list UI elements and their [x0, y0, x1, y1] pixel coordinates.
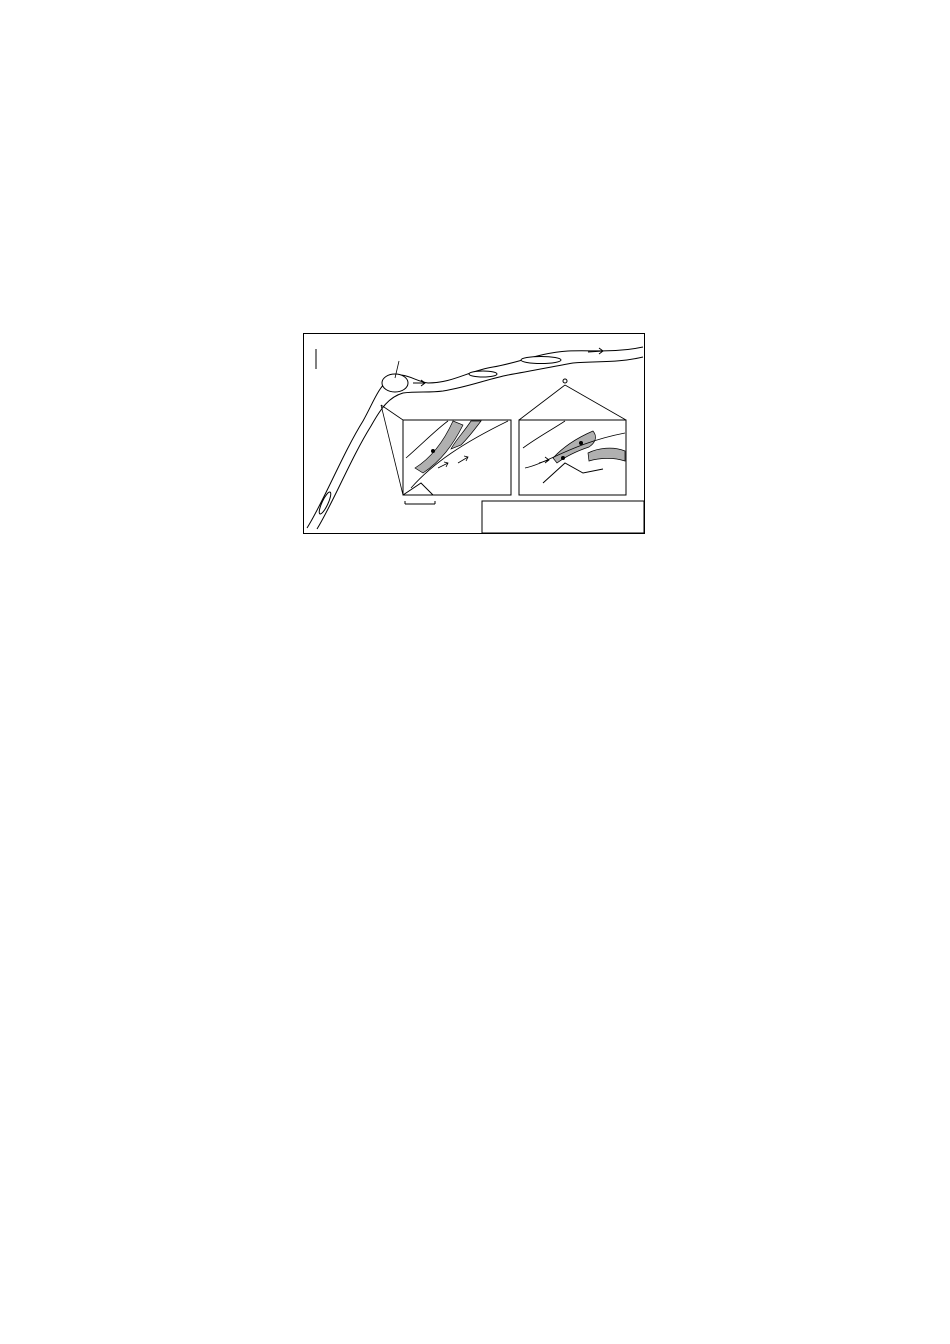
map-legend	[482, 501, 644, 533]
island-2	[469, 371, 497, 377]
sediment-chart	[326, 560, 626, 760]
sample-point-a	[431, 449, 435, 453]
sample-point-c	[579, 441, 583, 445]
island-1	[521, 357, 561, 364]
river-map	[303, 333, 645, 534]
sample-point-b	[561, 456, 565, 460]
